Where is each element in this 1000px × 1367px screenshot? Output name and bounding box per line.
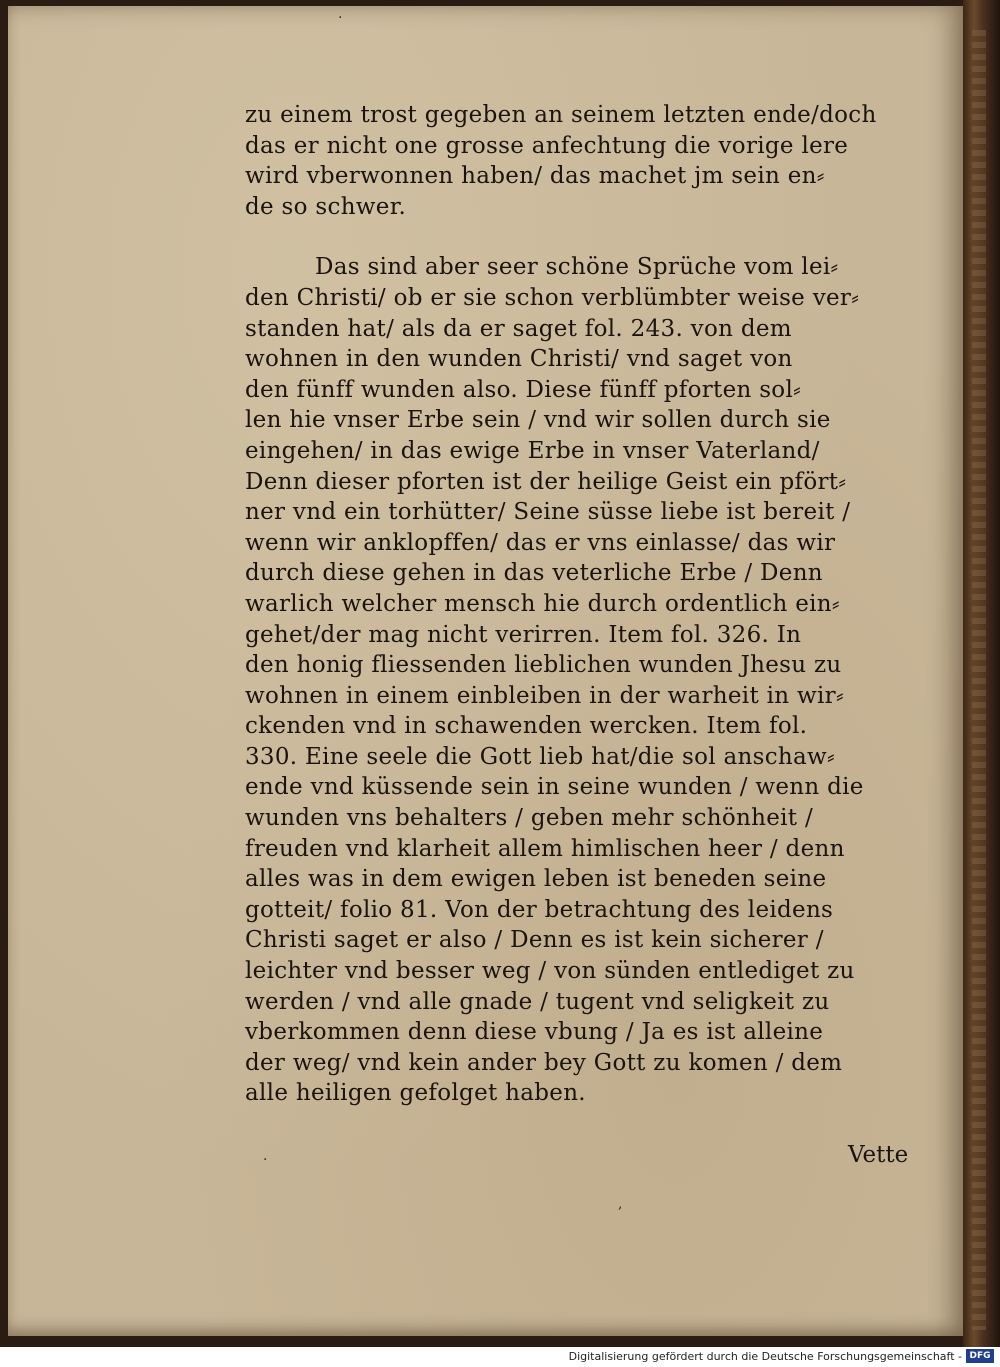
text-line: den honig fliessenden lieblichen wunden Jhesu zu <box>245 652 842 679</box>
binding-edge <box>972 30 986 1330</box>
text-line: wohnen in den wunden Christi/ vnd saget von <box>245 346 793 373</box>
page-text <box>245 100 935 1109</box>
text-line: warlich welcher mensch hie durch ordentlich ein⸗ <box>245 590 840 617</box>
text-line: de so schwer. <box>245 193 407 220</box>
text-line: Das sind aber seer schöne Sprüche vom lei⸗ <box>315 254 839 281</box>
text-line: ner vnd ein torhütter/ Seine süsse liebe ist bereit / <box>245 499 851 526</box>
text-line: wird vberwonnen haben/ das machet jm sein en⸗ <box>245 163 825 190</box>
text-line: gehet/der mag nicht verirren. Item fol. 326. In <box>245 621 802 648</box>
text-line: alle heiligen gefolget haben. <box>245 1080 586 1107</box>
dfg-logo-icon: DFG <box>966 1349 994 1363</box>
text-line: alles was in dem ewigen leben ist beneden seine <box>245 866 827 893</box>
paper-speck: · <box>338 10 343 26</box>
catchword: Vette <box>848 1142 909 1168</box>
text-line: der weg/ vnd kein ander bey Gott zu komen / dem <box>245 1049 843 1076</box>
text-line: zu einem trost gegeben an seinem letzten ende/doch <box>245 102 877 128</box>
text-line: ckenden vnd in schawenden wercken. Item fol. <box>245 713 808 740</box>
paragraph-2 <box>245 252 935 1109</box>
text-line: das er nicht one grosse anfechtung die vorige lere <box>245 132 849 159</box>
footer-bar <box>0 1347 1000 1367</box>
text-line: vberkommen denn diese vbung / Ja es ist alleine <box>245 1019 824 1046</box>
text-line: ende vnd küssende sein in seine wunden / wenn die <box>245 774 864 801</box>
paragraph-1 <box>245 100 935 222</box>
text-line: standen hat/ als da er saget fol. 243. von dem <box>245 315 792 342</box>
text-line: freuden vnd klarheit allem himlischen heer / denn <box>245 835 845 862</box>
text-line: den Christi/ ob er sie schon verblümbter weise ver⸗ <box>245 284 860 311</box>
paper-speck: , <box>618 1196 623 1212</box>
text-line: wunden vns behalters / geben mehr schönheit / <box>245 805 814 832</box>
text-line: Christi saget er also / Denn es ist kein sicherer / <box>245 927 824 954</box>
text-line: wohnen in einem einbleiben in der warheit in wir⸗ <box>245 682 844 709</box>
text-line: Denn dieser pforten ist der heilige Geist ein pfört⸗ <box>245 468 847 495</box>
text-line: durch diese gehen in das veterliche Erbe / Denn <box>245 560 823 587</box>
text-line: leichter vnd besser weg / von sünden entlediget zu <box>245 958 855 985</box>
text-line: len hie vnser Erbe sein / vnd wir sollen durch sie <box>245 407 831 434</box>
text-line: werden / vnd alle gnade / tugent vnd seligkeit zu <box>245 988 830 1015</box>
text-line: 330. Eine seele die Gott lieb hat/die sol anschaw⸗ <box>245 743 835 770</box>
paper-speck: · <box>263 1152 268 1168</box>
text-line: gotteit/ folio 81. Von der betrachtung des leidens <box>245 896 834 923</box>
text-line: wenn wir anklopffen/ das er vns einlasse/ das wir <box>245 529 836 556</box>
text-line: den fünff wunden also. Diese fünff pforten sol⸗ <box>245 376 802 403</box>
text-line: eingehen/ in das ewige Erbe in vnser Vaterland/ <box>245 437 820 464</box>
footer-credit: Digitalisierung gefördert durch die Deutsche Forschungsgemeinschaft - <box>568 1350 962 1363</box>
